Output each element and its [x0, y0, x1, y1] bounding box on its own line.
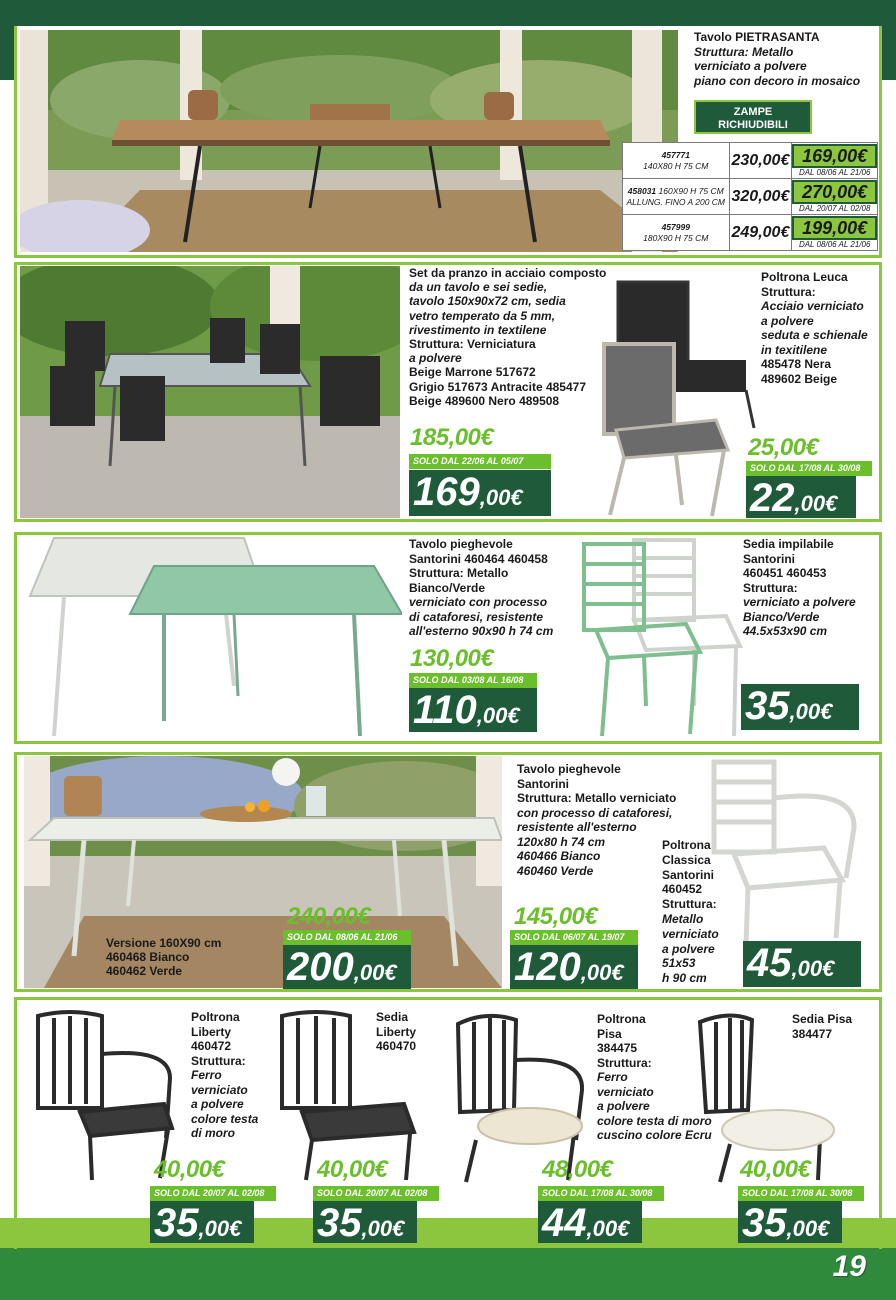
leuca-price: 22,00€ — [746, 476, 856, 518]
santorini-chair-description: Sedia impilabile Santorini 460451 460453 Struttura: verniciato a polvere Bianco/Verde 44.5x53x90 cm — [743, 537, 856, 638]
liberty-armchair-validity: SOLO DAL 20/07 AL 02/08 — [150, 1186, 276, 1201]
pisa-chair-old-price: 40,00€ — [740, 1156, 811, 1183]
pisa-armchair-description: Poltrona Pisa 384475 Struttura: Ferro verniciato a polvere colore testa di moro cuscino colore Ecru — [597, 1012, 712, 1142]
photo-santorini-chairs — [576, 536, 746, 740]
dining-set-validity: SOLO DAL 22/06 AL 05/07 — [409, 454, 551, 469]
dining-set-price: 169,00€ — [409, 470, 551, 516]
version-price: 200,00€ — [283, 945, 411, 989]
classica-price: 45,00€ — [743, 941, 861, 987]
photo-dining-set — [20, 266, 400, 518]
pisa-armchair-old-price: 48,00€ — [542, 1156, 613, 1183]
leuca-description: Poltrona Leuca Struttura: Acciaio verniciato a polvere seduta e schienale in texitilene 485478 Nera 489602 Beige — [761, 270, 868, 386]
santorini-table-price: 110,00€ — [409, 688, 537, 732]
version-description: Versione 160X90 cm 460468 Bianco 460462 Verde — [106, 936, 222, 978]
photo-santorini-tables — [24, 536, 402, 740]
photo-leuca-chairs — [596, 280, 756, 520]
pisa-armchair-validity: SOLO DAL 17/08 AL 30/08 — [538, 1186, 664, 1201]
pietrasanta-title: Tavolo PIETRASANTA — [694, 30, 820, 44]
santorini-table-validity: SOLO DAL 03/08 AL 16/08 — [409, 673, 537, 688]
page-number: 19 — [832, 1250, 866, 1283]
liberty-chair-validity: SOLO DAL 20/07 AL 02/08 — [313, 1186, 439, 1201]
santorini-table-old-price: 130,00€ — [410, 645, 494, 672]
dining-set-old-price: 185,00€ — [410, 424, 494, 451]
liberty-chair-description: Sedia Liberty 460470 — [376, 1010, 417, 1053]
santorini-120-price: 120,00€ — [510, 945, 638, 989]
santorini-120-description: Tavolo pieghevole Santorini Struttura: Metallo verniciato con processo di cataforesi, resistente all'esterno 120x80 h 74 cm 460466 Bianco 460460 Verde — [517, 762, 677, 878]
classica-description: Poltrona Classica Santorini 460452 Struttura: Metallo verniciato a polvere 51x53 h 90 cm — [662, 838, 719, 986]
photo-pietrasanta-table — [20, 30, 678, 252]
santorini-120-validity: SOLO DAL 06/07 AL 19/07 — [510, 930, 638, 945]
liberty-chair-price: 35,00€ — [313, 1201, 417, 1243]
table-row: 458031 160X90 H 75 CM ALLUNG. FINO A 200 CM 320,00€ 270,00€ DAL 20/07 AL 02/08 — [623, 179, 878, 215]
liberty-chair-old-price: 40,00€ — [317, 1156, 388, 1183]
liberty-armchair-description: Poltrona Liberty 460472 Struttura: Ferro verniciato a polvere colore testa di moro — [191, 1010, 259, 1140]
pietrasanta-description: Tavolo PIETRASANTA Struttura: Metallo verniciato a polvere piano con decoro in mosaico — [694, 30, 880, 88]
table-row: 457999 180X90 H 75 CM 249,00€ 199,00€ DAL 08/06 AL 21/06 — [623, 215, 878, 251]
pisa-armchair-price: 44,00€ — [538, 1201, 642, 1243]
feature-badge: ZAMPE RICHIUDIBILI — [694, 100, 812, 134]
pietrasanta-price-table — [622, 142, 878, 251]
santorini-table-description: Tavolo pieghevole Santorini 460464 460458 Struttura: Metallo Bianco/Verde verniciato con processo di cataforesi, resistente all'esterno 90x90 h 74 cm — [409, 537, 554, 638]
table-row: 457771 140X80 H 75 CM 230,00€ 169,00€ DAL 08/06 AL 21/06 — [623, 143, 878, 179]
version-old-price: 240,00€ — [287, 903, 371, 930]
pisa-chair-description: Sedia Pisa 384477 — [792, 1012, 853, 1041]
santorini-chair-price: 35,00€ — [741, 684, 859, 730]
santorini-120-old-price: 145,00€ — [514, 903, 598, 930]
photo-classica-chair — [706, 758, 860, 948]
dining-set-description: Set da pranzo in acciaio composto da un tavolo e sei sedie, tavolo 150x90x72 cm, sedia vetro temperato da 5 mm, rivestimento in textilene Struttura: Verniciatura a polvere Beige Marrone 517672 Grigio 517673 Antracite 485477 Beige 489600 Nero 489508 — [409, 266, 607, 408]
leuca-validity: SOLO DAL 17/08 AL 30/08 — [746, 461, 872, 476]
leuca-old-price: 25,00€ — [748, 434, 819, 461]
liberty-armchair-old-price: 40,00€ — [154, 1156, 225, 1183]
pisa-chair-validity: SOLO DAL 17/08 AL 30/08 — [738, 1186, 864, 1201]
liberty-armchair-price: 35,00€ — [150, 1201, 254, 1243]
pisa-chair-price: 35,00€ — [738, 1201, 842, 1243]
version-validity: SOLO DAL 08/06 AL 21/06 — [283, 930, 411, 945]
